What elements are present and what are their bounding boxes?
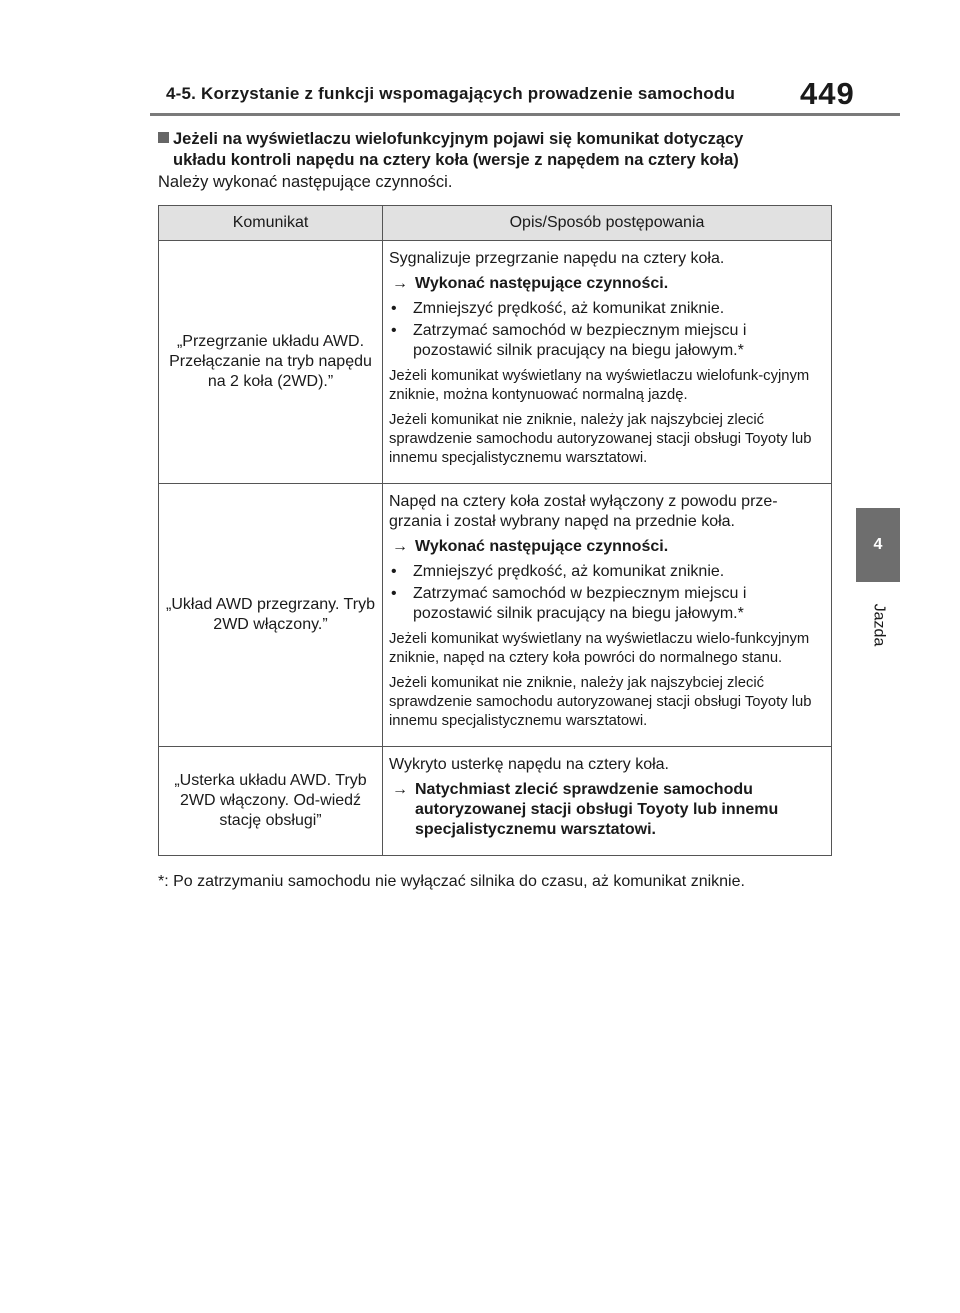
intro-text: Należy wykonać następujące czynności. [158, 173, 453, 191]
action-instruction [389, 537, 827, 557]
list-item: • Zmniejszyć prędkość, aż komunikat zniknie. [389, 562, 827, 582]
section-heading [158, 129, 838, 171]
steps-list [389, 562, 827, 624]
description-cell [383, 484, 832, 747]
note-paragraph: Jeżeli komunikat wyświetlany na wyświetlaczu wielofunk-cyjnym zniknie, można kontynuować normalną jazdę. [389, 368, 810, 403]
page-header-title: 4-5. Korzystanie z funkcji wspomagających prowadzenie samochodu [166, 84, 736, 103]
arrow-right-icon: → [392, 275, 408, 292]
chapter-number: 4 [873, 536, 883, 553]
action-text: Wykonać następujące czynności. [415, 538, 669, 555]
action-instruction [389, 780, 827, 840]
note-paragraph: Jeżeli komunikat wyświetlany na wyświetlaczu wielo-funkcyjnym zniknie, napęd na cztery koła powróci do normalnego stanu. [389, 631, 810, 666]
arrow-right-icon: → [392, 781, 408, 798]
table-row [159, 484, 832, 747]
message-table [158, 205, 832, 856]
footnote: *: Po zatrzymaniu samochodu nie wyłączać silnika do czasu, aż komunikat zniknie. [158, 873, 745, 890]
page-number: 449 [800, 76, 855, 111]
description-paragraph: Napęd na cztery koła został wyłączony z powodu prze-grzania i został wybrany napęd na przednie koła. [389, 493, 778, 530]
list-item: • Zatrzymać samochód w bezpiecznym miejscu i pozostawić silnik pracujący na biegu jałowym.* [389, 584, 827, 624]
chapter-tab [856, 508, 900, 582]
steps-list [389, 299, 827, 361]
column-header-description: Opis/Sposób postępowania [383, 206, 832, 241]
arrow-right-icon: → [392, 538, 408, 555]
heading-line-2: układu kontroli napędu na cztery koła (wersje z napędem na cztery koła) [173, 151, 739, 169]
header-divider [150, 113, 900, 116]
list-item: • Zatrzymać samochód w bezpiecznym miejscu i pozostawić silnik pracujący na biegu jałowym.* [389, 321, 827, 361]
action-text: Natychmiast zlecić sprawdzenie samochodu autoryzowanej stacji obsługi Toyoty lub innemu specjalistycznemu warsztatowi. [415, 781, 779, 838]
description-cell [383, 241, 832, 484]
message-cell: „Przegrzanie układu AWD. Przełączanie na tryb napędu na 2 koła (2WD).” [159, 241, 383, 484]
heading-line-1: Jeżeli na wyświetlaczu wielofunkcyjnym pojawi się komunikat dotyczący [173, 130, 744, 148]
message-cell: „Układ AWD przegrzany. Tryb 2WD włączony.” [159, 484, 383, 747]
note-paragraph: Jeżeli komunikat nie zniknie, należy jak najszybciej zlecić sprawdzenie samochodu autoryzowanej stacji obsługi Toyoty lub innemu specjalistycznemu warsztatowi. [389, 675, 812, 729]
table-header-row [159, 206, 832, 241]
column-header-message: Komunikat [159, 206, 383, 241]
action-instruction [389, 274, 827, 294]
chapter-side-label [852, 600, 904, 650]
action-text: Wykonać następujące czynności. [415, 275, 669, 292]
description-cell [383, 747, 832, 856]
message-cell: „Usterka układu AWD. Tryb 2WD włączony. Od-wiedź stację obsługi” [159, 747, 383, 856]
note-paragraph: Jeżeli komunikat nie zniknie, należy jak najszybciej zlecić sprawdzenie samochodu autoryzowanej stacji obsługi Toyoty lub innemu specjalistycznemu warsztatowi. [389, 412, 812, 466]
chapter-label: Jazda [869, 603, 887, 647]
description-paragraph: Sygnalizuje przegrzanie napędu na cztery koła. [389, 250, 725, 267]
table-row [159, 747, 832, 856]
table-row [159, 241, 832, 484]
list-item: • Zmniejszyć prędkość, aż komunikat zniknie. [389, 299, 827, 319]
heading-square-icon [158, 132, 169, 143]
description-paragraph: Wykryto usterkę napędu na cztery koła. [389, 756, 669, 773]
